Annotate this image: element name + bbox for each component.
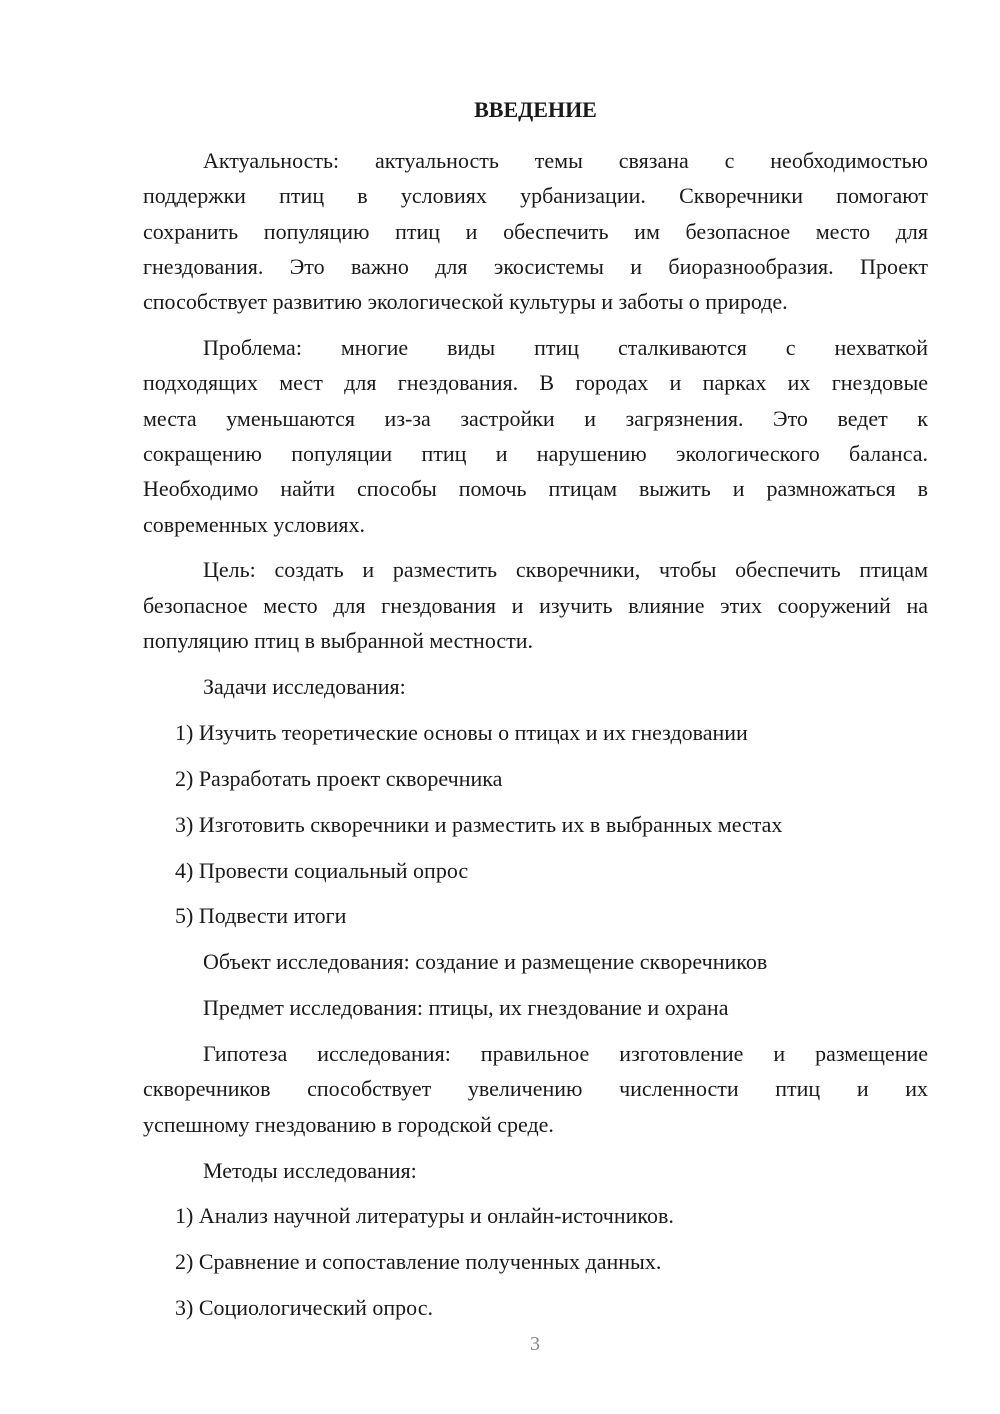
text-line: скворечников способствует увеличению численности птиц и их <box>143 1076 928 1102</box>
paragraph-relevance <box>143 143 928 319</box>
text-line: Гипотеза исследования: правильное изготовление и размещение <box>203 1041 928 1067</box>
text-line: места уменьшаются из-за застройки и загрязнения. Это ведет к <box>143 405 928 431</box>
document-page <box>143 92 928 1326</box>
task-item: 5) Подвести итоги <box>175 903 347 929</box>
methods-heading: Методы исследования: <box>203 1157 417 1183</box>
task-item: 3) Изготовить скворечники и разместить их в выбранных местах <box>175 811 783 837</box>
method-item: 1) Анализ научной литературы и онлайн-источников. <box>175 1203 674 1229</box>
text-line: популяцию птиц в выбранной местности. <box>143 628 534 654</box>
text-line: Проблема: многие виды птиц сталкиваются с нехваткой <box>203 335 928 361</box>
text-line: подходящих мест для гнездования. В городах и парках их гнездовые <box>143 370 928 396</box>
text-line: гнездования. Это важно для экосистемы и биоразнообразия. Проект <box>143 253 928 279</box>
method-item: 2) Сравнение и сопоставление полученных данных. <box>175 1249 662 1275</box>
paragraph-problem <box>143 330 928 542</box>
text-line: Необходимо найти способы помочь птицам выжить и размножаться в <box>143 476 928 502</box>
text-line: безопасное место для гнездования и изучить влияние этих сооружений на <box>143 592 928 618</box>
tasks-heading: Задачи исследования: <box>203 673 406 699</box>
task-item: 2) Разработать проект скворечника <box>175 765 503 791</box>
page-number: 3 <box>530 1333 540 1355</box>
text-line: поддержки птиц в условиях урбанизации. Скворечники помогают <box>143 183 928 209</box>
text-line: сохранить популяцию птиц и обеспечить им безопасное место для <box>143 218 928 244</box>
task-item: 4) Провести социальный опрос <box>175 857 469 883</box>
text-line: сокращению популяции птиц и нарушению экологического баланса. <box>143 440 928 466</box>
text-line: современных условиях. <box>143 511 365 537</box>
text-line: Актуальность: актуальность темы связана с необходимостью <box>203 148 928 173</box>
research-subject: Предмет исследования: птицы, их гнездование и охрана <box>203 995 729 1021</box>
task-item: 1) Изучить теоретические основы о птицах и их гнездовании <box>175 719 748 745</box>
text-line: способствует развитию экологической культуры и заботы о природе. <box>143 289 788 315</box>
paragraph-goal <box>143 552 928 658</box>
paragraph-hypothesis <box>143 1036 928 1142</box>
text-line: успешному гнездованию в городской среде. <box>143 1111 554 1137</box>
research-object: Объект исследования: создание и размещение скворечников <box>203 949 768 975</box>
page-title: ВВЕДЕНИЕ <box>474 97 597 122</box>
text-line: Цель: создать и разместить скворечники, чтобы обеспечить птицам <box>203 557 928 583</box>
method-item: 3) Социологический опрос. <box>175 1295 433 1321</box>
